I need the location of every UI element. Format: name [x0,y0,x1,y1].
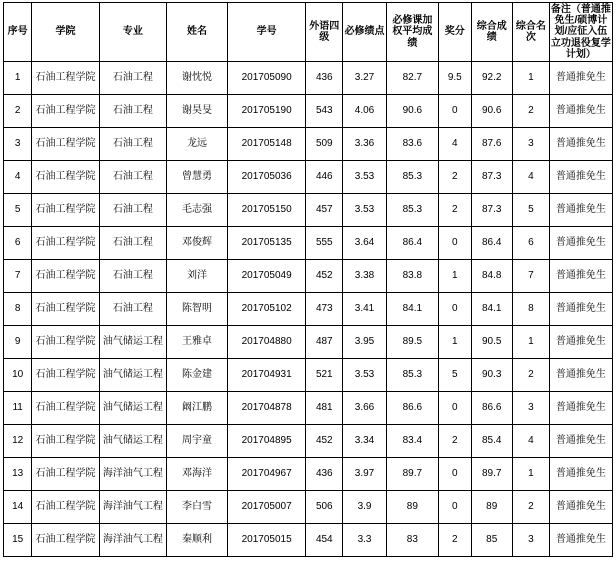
cell-cet4: 481 [306,391,343,424]
cell-rank: 3 [512,127,549,160]
cell-student-id: 201705148 [228,127,306,160]
cell-remarks: 普通推免生 [549,193,612,226]
cell-name: 曾慧勇 [167,160,228,193]
cell-total-score: 89 [471,490,512,523]
table-row [4,193,613,226]
cell-required-gpa: 3.53 [343,160,387,193]
cell-major: 海洋油气工程 [99,523,166,556]
cell-rank: 3 [512,523,549,556]
cell-remarks: 普通推免生 [549,424,612,457]
cell-bonus: 4 [438,127,471,160]
cell-major: 油气储运工程 [99,358,166,391]
cell-index: 14 [4,490,32,523]
cell-total-score: 87.3 [471,160,512,193]
cell-student-id: 201705049 [228,259,306,292]
cell-bonus: 9.5 [438,61,471,94]
table-row [4,391,613,424]
cell-college: 石油工程学院 [32,490,99,523]
cell-weighted-average: 83.4 [386,424,438,457]
cell-college: 石油工程学院 [32,94,99,127]
cell-weighted-average: 85.3 [386,160,438,193]
cell-student-id: 201705135 [228,226,306,259]
table-row [4,61,613,94]
cell-cet4: 506 [306,490,343,523]
cell-weighted-average: 83.6 [386,127,438,160]
cell-college: 石油工程学院 [32,424,99,457]
cell-bonus: 2 [438,424,471,457]
cell-bonus: 5 [438,358,471,391]
cell-weighted-average: 86.4 [386,226,438,259]
cell-index: 10 [4,358,32,391]
cell-name: 邓俊辉 [167,226,228,259]
cell-name: 谢忱悦 [167,61,228,94]
cell-remarks: 普通推免生 [549,490,612,523]
cell-required-gpa: 3.53 [343,193,387,226]
cell-index: 15 [4,523,32,556]
cell-required-gpa: 3.36 [343,127,387,160]
column-header-major: 专业 [99,3,166,62]
cell-rank: 5 [512,193,549,226]
cell-weighted-average: 82.7 [386,61,438,94]
cell-bonus: 2 [438,193,471,226]
cell-student-id: 201705090 [228,61,306,94]
cell-name: 秦顺利 [167,523,228,556]
cell-major: 油气储运工程 [99,325,166,358]
cell-name: 毛志强 [167,193,228,226]
table-row [4,94,613,127]
cell-rank: 1 [512,457,549,490]
cell-total-score: 84.1 [471,292,512,325]
table-header [4,3,613,62]
cell-required-gpa: 3.66 [343,391,387,424]
cell-college: 石油工程学院 [32,160,99,193]
cell-college: 石油工程学院 [32,358,99,391]
cell-bonus: 0 [438,490,471,523]
cell-weighted-average: 89.7 [386,457,438,490]
column-header-college: 学院 [32,3,99,62]
cell-total-score: 90.3 [471,358,512,391]
cell-index: 7 [4,259,32,292]
column-header-bonus: 奖分 [438,3,471,62]
cell-total-score: 86.6 [471,391,512,424]
cell-major: 油气储运工程 [99,391,166,424]
cell-remarks: 普通推免生 [549,457,612,490]
table-row [4,226,613,259]
cell-bonus: 2 [438,160,471,193]
cell-student-id: 201704895 [228,424,306,457]
cell-required-gpa: 3.95 [343,325,387,358]
table-row [4,325,613,358]
column-header-rank: 综合名次 [512,3,549,62]
cell-cet4: 436 [306,457,343,490]
cell-student-id: 201705102 [228,292,306,325]
cell-remarks: 普通推免生 [549,226,612,259]
cell-index: 13 [4,457,32,490]
cell-index: 5 [4,193,32,226]
cell-required-gpa: 3.64 [343,226,387,259]
cell-rank: 7 [512,259,549,292]
cell-rank: 1 [512,325,549,358]
cell-cet4: 452 [306,424,343,457]
cell-total-score: 86.4 [471,226,512,259]
cell-major: 石油工程 [99,127,166,160]
table-row [4,358,613,391]
cell-total-score: 87.3 [471,193,512,226]
cell-bonus: 1 [438,325,471,358]
cell-weighted-average: 83.8 [386,259,438,292]
cell-major: 石油工程 [99,259,166,292]
cell-index: 3 [4,127,32,160]
column-header-remarks: 备注（普通推免生/硕博计划/应征入伍立功退役复学计划） [550,4,611,60]
cell-total-score: 85 [471,523,512,556]
cell-rank: 3 [512,391,549,424]
cell-name: 邓海洋 [167,457,228,490]
cell-cet4: 454 [306,523,343,556]
cell-college: 石油工程学院 [32,457,99,490]
cell-remarks: 普通推免生 [549,127,612,160]
cell-college: 石油工程学院 [32,523,99,556]
cell-weighted-average: 86.6 [386,391,438,424]
cell-student-id: 201705036 [228,160,306,193]
cell-weighted-average: 89.5 [386,325,438,358]
cell-cet4: 487 [306,325,343,358]
cell-student-id: 201705007 [228,490,306,523]
table-header-row [4,3,613,62]
cell-index: 11 [4,391,32,424]
cell-major: 海洋油气工程 [99,457,166,490]
cell-major: 石油工程 [99,226,166,259]
cell-rank: 2 [512,490,549,523]
cell-remarks: 普通推免生 [549,259,612,292]
cell-college: 石油工程学院 [32,391,99,424]
cell-index: 4 [4,160,32,193]
cell-total-score: 90.6 [471,94,512,127]
cell-cet4: 473 [306,292,343,325]
cell-index: 8 [4,292,32,325]
cell-cet4: 555 [306,226,343,259]
cell-remarks: 普通推免生 [549,523,612,556]
cell-college: 石油工程学院 [32,325,99,358]
column-header-weighted-average: 必修课加权平均成绩 [386,3,438,62]
cell-total-score: 85.4 [471,424,512,457]
cell-major: 海洋油气工程 [99,490,166,523]
cell-required-gpa: 3.97 [343,457,387,490]
cell-name: 阚江鹏 [167,391,228,424]
cell-bonus: 0 [438,391,471,424]
cell-required-gpa: 3.38 [343,259,387,292]
cell-student-id: 201705015 [228,523,306,556]
cell-rank: 2 [512,94,549,127]
cell-college: 石油工程学院 [32,226,99,259]
cell-bonus: 1 [438,259,471,292]
cell-bonus: 2 [438,523,471,556]
cell-total-score: 90.5 [471,325,512,358]
cell-total-score: 87.6 [471,127,512,160]
cell-major: 石油工程 [99,160,166,193]
cell-remarks: 普通推免生 [549,358,612,391]
cell-cet4: 446 [306,160,343,193]
cell-weighted-average: 83 [386,523,438,556]
cell-student-id: 201704931 [228,358,306,391]
cell-required-gpa: 3.53 [343,358,387,391]
cell-index: 1 [4,61,32,94]
cell-student-id: 201705150 [228,193,306,226]
cell-rank: 6 [512,226,549,259]
cell-college: 石油工程学院 [32,259,99,292]
table-row [4,127,613,160]
recommendation-table [3,2,613,557]
cell-remarks: 普通推免生 [549,61,612,94]
cell-name: 李白雪 [167,490,228,523]
table-row [4,457,613,490]
cell-weighted-average: 89 [386,490,438,523]
cell-cet4: 436 [306,61,343,94]
cell-rank: 2 [512,358,549,391]
cell-remarks: 普通推免生 [549,325,612,358]
cell-college: 石油工程学院 [32,127,99,160]
cell-name: 陈智明 [167,292,228,325]
cell-name: 龙远 [167,127,228,160]
table-row [4,160,613,193]
cell-major: 石油工程 [99,94,166,127]
cell-major: 石油工程 [99,292,166,325]
cell-cet4: 543 [306,94,343,127]
column-header-total-score: 综合成绩 [471,3,512,62]
cell-rank: 4 [512,424,549,457]
column-header-student-id: 学号 [228,3,306,62]
cell-bonus: 0 [438,457,471,490]
cell-name: 刘洋 [167,259,228,292]
table-row [4,292,613,325]
cell-required-gpa: 3.27 [343,61,387,94]
table-row [4,424,613,457]
cell-cet4: 509 [306,127,343,160]
table-body [4,61,613,556]
cell-bonus: 0 [438,226,471,259]
cell-bonus: 0 [438,292,471,325]
cell-total-score: 89.7 [471,457,512,490]
table-row [4,523,613,556]
cell-remarks: 普通推免生 [549,391,612,424]
column-header-name: 姓名 [167,3,228,62]
cell-remarks: 普通推免生 [549,292,612,325]
cell-college: 石油工程学院 [32,292,99,325]
table-row [4,490,613,523]
cell-bonus: 0 [438,94,471,127]
cell-rank: 8 [512,292,549,325]
column-header-cet4: 外语四级 [306,3,343,62]
cell-student-id: 201704878 [228,391,306,424]
cell-major: 石油工程 [99,61,166,94]
cell-required-gpa: 4.06 [343,94,387,127]
cell-required-gpa: 3.3 [343,523,387,556]
cell-total-score: 92.2 [471,61,512,94]
column-header-index: 序号 [4,3,32,62]
cell-weighted-average: 85.3 [386,358,438,391]
cell-student-id: 201704880 [228,325,306,358]
cell-college: 石油工程学院 [32,61,99,94]
cell-index: 12 [4,424,32,457]
cell-index: 9 [4,325,32,358]
cell-college: 石油工程学院 [32,193,99,226]
cell-weighted-average: 85.3 [386,193,438,226]
cell-index: 2 [4,94,32,127]
table-row [4,259,613,292]
cell-required-gpa: 3.41 [343,292,387,325]
cell-cet4: 457 [306,193,343,226]
column-header-required-gpa: 必修绩点 [343,3,387,62]
cell-cet4: 452 [306,259,343,292]
cell-cet4: 521 [306,358,343,391]
cell-name: 陈金建 [167,358,228,391]
cell-major: 石油工程 [99,193,166,226]
cell-required-gpa: 3.9 [343,490,387,523]
cell-name: 谢昊旻 [167,94,228,127]
cell-weighted-average: 84.1 [386,292,438,325]
cell-name: 周宇童 [167,424,228,457]
cell-name: 王雅卓 [167,325,228,358]
cell-major: 油气储运工程 [99,424,166,457]
cell-total-score: 84.8 [471,259,512,292]
cell-weighted-average: 90.6 [386,94,438,127]
cell-index: 6 [4,226,32,259]
cell-student-id: 201705190 [228,94,306,127]
cell-rank: 4 [512,160,549,193]
cell-required-gpa: 3.34 [343,424,387,457]
cell-remarks: 普通推免生 [549,160,612,193]
cell-rank: 1 [512,61,549,94]
cell-remarks: 普通推免生 [549,94,612,127]
cell-student-id: 201704967 [228,457,306,490]
